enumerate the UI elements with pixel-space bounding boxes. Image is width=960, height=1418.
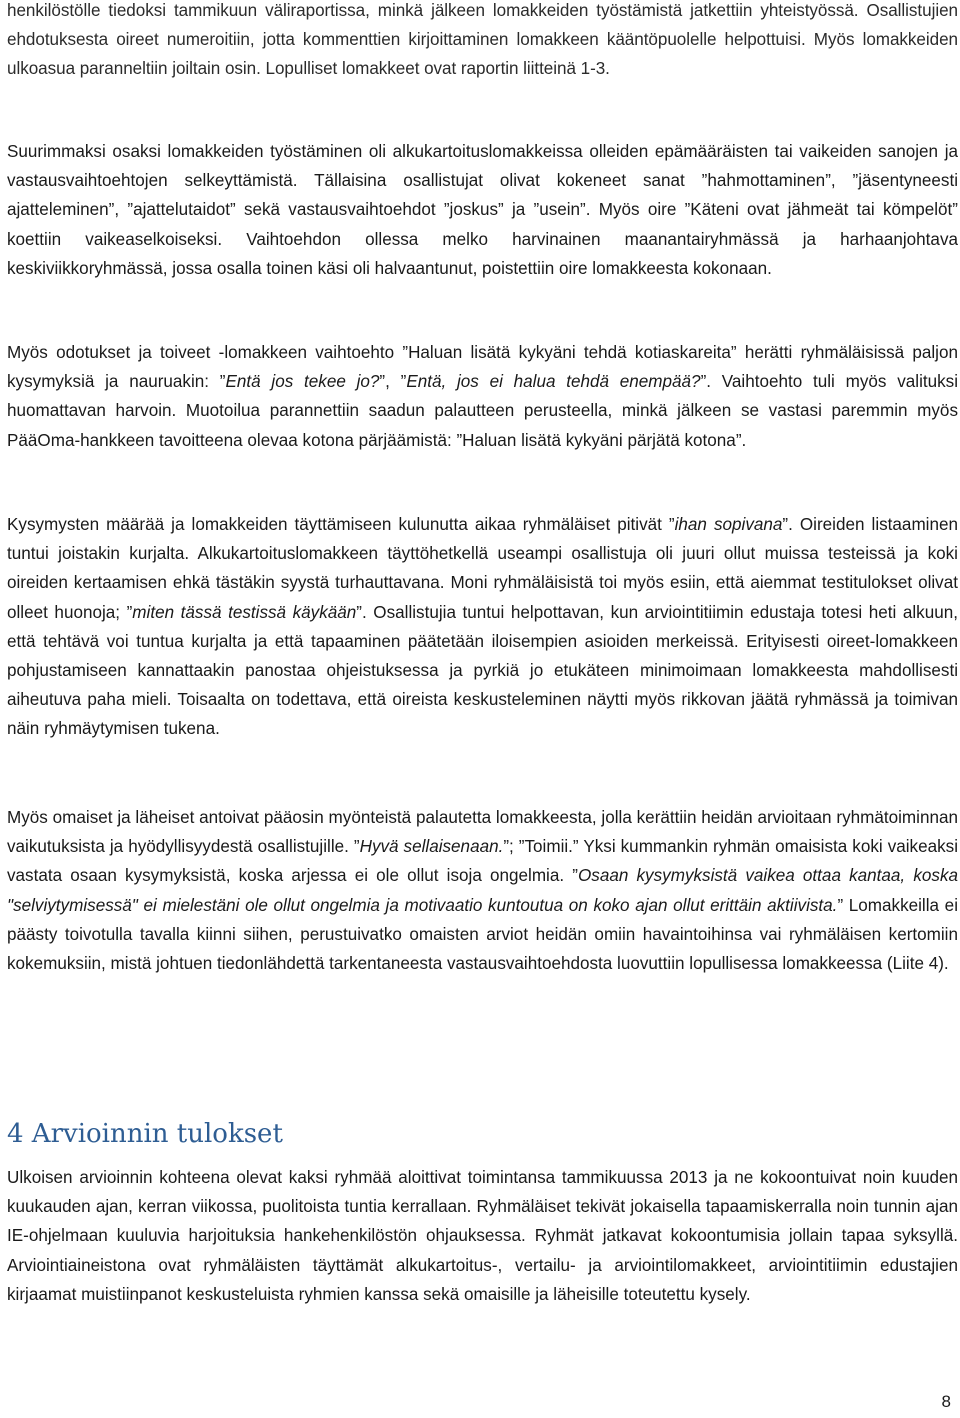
paragraph-3-quote-2: Entä, jos ei halua tehdä enempää? (406, 372, 701, 392)
paragraph-3-quote-1: Entä jos tekee jo? (225, 372, 380, 392)
paragraph-5-quote-2: Osaan kysymyksistä vaikea ottaa kantaa, koska "selviytymisessä" ei mielestäni ole ollut ongelmia ja motivaatio kuntoutua on koko ajan ollut erittäin aktiivista. (7, 866, 959, 915)
paragraph-5-text-b: ”; ”Toimii.” Yksi kummankin ryhmän omaisista koki vaikeaksi vastata osaan kysymyksistä, koska arjessa ei ole ollut isoja ongelmia. ” (7, 837, 958, 886)
paragraph-3-text-c: ”. Vaihtoehto tuli myös valituksi huomattavan harvoin. Muotoilua parannettiin saadun palautteen perusteella, minkä jälkeen se vastasi paremmin myös PääOma-hankkeen tavoitteena olevaa kotona pärjäämistä: ”Haluan lisätä kykyäni pärjätä kotona”. (7, 372, 959, 450)
paragraph-5-quote-1: Hyvä sellaisenaan. (359, 837, 504, 857)
paragraph-1-text: henkilöstölle tiedoksi tammikuun väliraportissa, minkä jälkeen lomakkeiden työstämistä jatkettiin yhteistyössä. Osallistujien ehdotuksesta oireet numeroitiin, jotta kommenttien kirjoittaminen lomakkeen kääntöpuolelle helpottuisi. Myös lomakkeiden ulkoasua paranneltiin joiltain osin. Lopulliset lomakkeet ovat raportin liitteinä 1-3. (7, 1, 958, 79)
paragraph-4-text-b: ”. Oireiden listaaminen tuntui joistakin kurjalta. Alkukartoituslomakkeen täyttöhetkellä useampi osallistuja oli juuri ollut muissa testeissä ja koki oireiden kertaamisen ehkä tästäkin syystä turhauttavana. Moni ryhmäläisistä toi myös esiin, että aiemmat testitulokset olivat olleet huonoja; ” (7, 515, 958, 622)
paragraph-2 (7, 137, 958, 283)
paragraph-3-text-b: ”, ” (379, 372, 407, 392)
section-paragraph (7, 1163, 958, 1309)
paragraph-4-text-c: ”. Osallistujia tuntui helpottavan, kun arviointitiimin edustaja totesi heti alkuun, että tehtävä voi tuntua kurjalta ja että tapaaminen päätetään iloisempien asioiden merkeissä. Erityisesti oireet-lomakkeen pohjustamiseen kannattaakin panostaa ohjeistuksessa ja pyrkiä jo etukäteen minimoimaan lomakkeesta mahdollisesti aiheutuva paha mieli. Toisaalta on todettava, että oireista keskusteleminen näytti myös rikkovan jäätä ryhmässä ja toimivan näin ryhmäytymisen tukena. (7, 602, 958, 739)
paragraph-5-text-a: Myös omaiset ja läheiset antoivat pääosin myönteistä palautetta lomakkeesta, jolla kerättiin heidän arvioitaan ryhmätoiminnan vaikutuksista ja hyödyllisyydestä osallistujille. ” (7, 808, 958, 857)
paragraph-2-text: Suurimmaksi osaksi lomakkeiden työstäminen oli alkukartoituslomakkeissa olleiden epämääräisten tai vaikeiden sanojen ja vastausvaihtoehtojen selkeyttämistä. Tällaisina osallistujat olivat kokeneet sanat ”hahmottaminen”, ”jäsentyneesti ajatteleminen”, ”ajattelutaidot” sekä vastausvaihtoehdot ”joskus” ja ”usein”. Myös oire ”Käteni ovat jähmeät tai kömpelöt” koettiin vaikeaselkoiseksi. Vaihtoehdon ollessa melko harvinainen maanantairyhmässä ja harhaanjohtava keskiviikkoryhmässä, jossa osalla toinen käsi oli halvaantunut, poistettiin oire lomakkeesta kokonaan. (7, 142, 958, 278)
paragraph-5 (7, 803, 958, 978)
paragraph-3 (7, 338, 958, 455)
paragraph-3-text-a: Myös odotukset ja toiveet -lomakkeen vaihtoehto ”Haluan lisätä kykyäni tehdä kotiaskareita” herätti ryhmäläisissä paljon kysymyksiä ja nauruakin: ” (7, 343, 958, 392)
paragraph-1 (7, 0, 958, 84)
page-number: 8 (941, 1392, 951, 1411)
paragraph-4-quote-2: miten tässä testissä käykään (132, 602, 357, 622)
section-paragraph-text: Ulkoisen arvioinnin kohteena olevat kaksi ryhmää aloittivat toimintansa tammikuussa 2013 ja ne kokoontuivat noin kuuden kuukauden ajan, kerran viikossa, puolitoista tuntia kerrallaan. Ryhmäläiset tekivät jokaisella tapaamiskerralla noin tunnin ajan IE-ohjelmaan kuuluvia harjoituksia hankehenkilöstön ohjauksessa. Ryhmät jatkavat kokoontumisia jollain tapaa syksyllä. Arviointiaineistona ovat ryhmäläisten täyttämät alkukartoitus-, vertailu- ja arviointilomakkeet, arviointitiimin edustajien kirjaamat muistiinpanot keskusteluista ryhmien kanssa sekä omaisille ja läheisille toteutettu kysely. (7, 1168, 958, 1304)
paragraph-4 (7, 510, 958, 744)
section-heading: 4 Arvioinnin tulokset (7, 1119, 283, 1149)
paragraph-4-text-a: Kysymysten määrää ja lomakkeiden täyttämiseen kulunutta aikaa ryhmäläiset pitivät ” (7, 515, 675, 534)
paragraph-5-text-c: ” Lomakkeilla ei päästy toivotulla tavalla kiinni siihen, perustuivatko omaisten arviot heidän omiin havaintoihinsa vai ryhmäläisen kertomiin kokemuksiin, mistä johtuen tiedonlähdettä tarkentaneesta vastausvaihtoehdosta luovuttiin lopullisessa lomakkeessa (Liite 4). (7, 895, 958, 974)
paragraph-4-quote-1: ihan sopivana (674, 515, 783, 534)
